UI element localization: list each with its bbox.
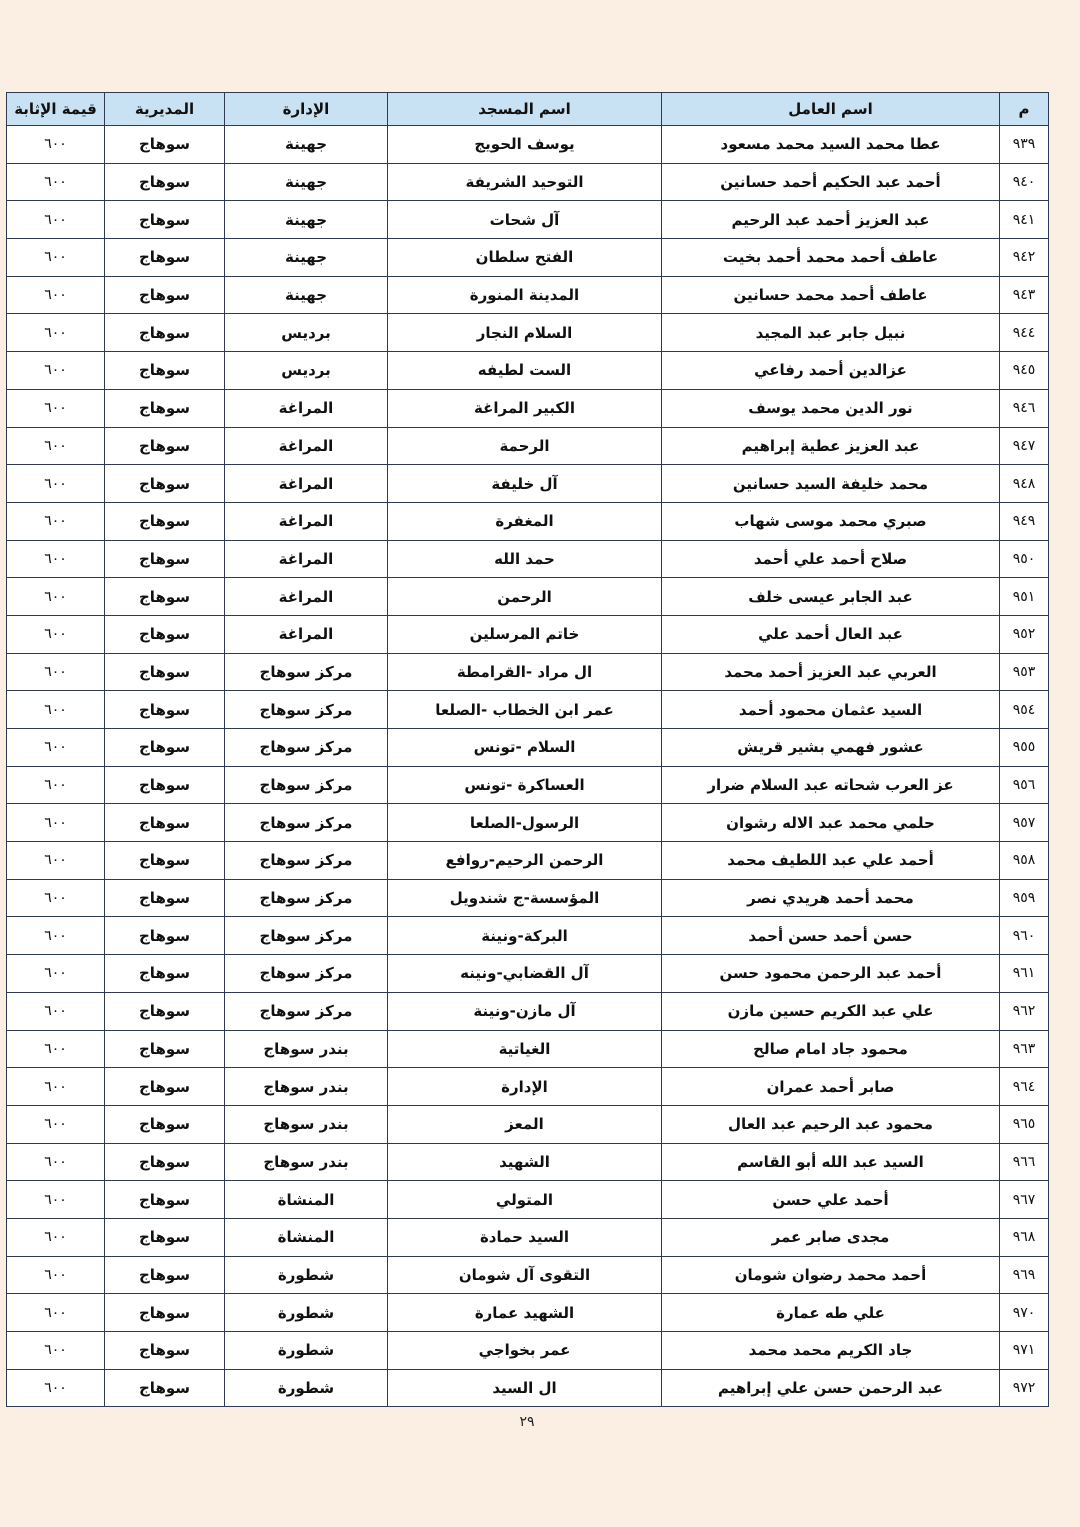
- cell-mosque-name: البركة-ونينة: [388, 917, 662, 955]
- table-row: [7, 917, 1049, 955]
- cell-worker-name: عزالدين أحمد رفاعي: [662, 352, 1000, 390]
- cell-administration: المراغة: [225, 427, 388, 465]
- cell-directorate: سوهاج: [105, 427, 225, 465]
- cell-no: ٩٥٠: [1000, 540, 1049, 578]
- cell-reward-value: ٦٠٠: [7, 465, 105, 503]
- cell-worker-name: أحمد علي عبد اللطيف محمد: [662, 842, 1000, 880]
- cell-mosque-name: الغياتية: [388, 1030, 662, 1068]
- header-directorate: المديرية: [105, 93, 225, 126]
- cell-directorate: سوهاج: [105, 1369, 225, 1407]
- cell-reward-value: ٦٠٠: [7, 201, 105, 239]
- table-row: [7, 540, 1049, 578]
- cell-administration: برديس: [225, 352, 388, 390]
- cell-administration: مركز سوهاج: [225, 766, 388, 804]
- table-row: [7, 1105, 1049, 1143]
- cell-worker-name: عز العرب شحاته عبد السلام ضرار: [662, 766, 1000, 804]
- cell-mosque-name: التقوى آل شومان: [388, 1256, 662, 1294]
- worker-table: [6, 92, 1049, 1407]
- table-row: [7, 126, 1049, 164]
- header-administration: الإدارة: [225, 93, 388, 126]
- cell-directorate: سوهاج: [105, 1294, 225, 1332]
- cell-administration: مركز سوهاج: [225, 842, 388, 880]
- cell-directorate: سوهاج: [105, 842, 225, 880]
- table-row: [7, 729, 1049, 767]
- cell-no: ٩٥٦: [1000, 766, 1049, 804]
- cell-no: ٩٤٤: [1000, 314, 1049, 352]
- table-row: [7, 615, 1049, 653]
- table-row: [7, 1294, 1049, 1332]
- cell-no: ٩٤٩: [1000, 502, 1049, 540]
- cell-directorate: سوهاج: [105, 163, 225, 201]
- cell-reward-value: ٦٠٠: [7, 1068, 105, 1106]
- cell-administration: مركز سوهاج: [225, 917, 388, 955]
- cell-reward-value: ٦٠٠: [7, 879, 105, 917]
- cell-worker-name: محمود جاد امام صالح: [662, 1030, 1000, 1068]
- table-row: [7, 502, 1049, 540]
- cell-no: ٩٥٢: [1000, 615, 1049, 653]
- cell-directorate: سوهاج: [105, 1256, 225, 1294]
- table-row: [7, 578, 1049, 616]
- cell-worker-name: نور الدين محمد يوسف: [662, 389, 1000, 427]
- cell-reward-value: ٦٠٠: [7, 842, 105, 880]
- cell-directorate: سوهاج: [105, 314, 225, 352]
- cell-administration: جهينة: [225, 239, 388, 277]
- cell-directorate: سوهاج: [105, 276, 225, 314]
- cell-reward-value: ٦٠٠: [7, 163, 105, 201]
- cell-worker-name: حلمي محمد عبد الاله رشوان: [662, 804, 1000, 842]
- table-row: [7, 804, 1049, 842]
- cell-reward-value: ٦٠٠: [7, 729, 105, 767]
- cell-administration: المنشاة: [225, 1181, 388, 1219]
- table-row: [7, 276, 1049, 314]
- cell-worker-name: عبد العال أحمد علي: [662, 615, 1000, 653]
- cell-worker-name: السيد عبد الله أبو القاسم: [662, 1143, 1000, 1181]
- cell-no: ٩٤٧: [1000, 427, 1049, 465]
- cell-no: ٩٦٧: [1000, 1181, 1049, 1219]
- cell-mosque-name: آل مازن-ونينة: [388, 992, 662, 1030]
- cell-worker-name: جاد الكريم محمد محمد: [662, 1332, 1000, 1370]
- cell-reward-value: ٦٠٠: [7, 691, 105, 729]
- cell-mosque-name: الرحمن: [388, 578, 662, 616]
- cell-reward-value: ٦٠٠: [7, 992, 105, 1030]
- cell-reward-value: ٦٠٠: [7, 239, 105, 277]
- cell-worker-name: أحمد عبد الرحمن محمود حسن: [662, 955, 1000, 993]
- cell-mosque-name: المعز: [388, 1105, 662, 1143]
- cell-administration: شطورة: [225, 1332, 388, 1370]
- table-row: [7, 1332, 1049, 1370]
- cell-worker-name: صبري محمد موسى شهاب: [662, 502, 1000, 540]
- cell-mosque-name: الرحمة: [388, 427, 662, 465]
- cell-worker-name: عاطف أحمد محمد حسانين: [662, 276, 1000, 314]
- cell-administration: المراغة: [225, 389, 388, 427]
- cell-reward-value: ٦٠٠: [7, 1369, 105, 1407]
- table-row: [7, 389, 1049, 427]
- cell-no: ٩٦٥: [1000, 1105, 1049, 1143]
- table-row: [7, 1068, 1049, 1106]
- table-row: [7, 842, 1049, 880]
- cell-mosque-name: آل شحات: [388, 201, 662, 239]
- cell-directorate: سوهاج: [105, 352, 225, 390]
- cell-no: ٩٦٣: [1000, 1030, 1049, 1068]
- cell-worker-name: أحمد عبد الحكيم أحمد حسانين: [662, 163, 1000, 201]
- cell-no: ٩٥٤: [1000, 691, 1049, 729]
- cell-reward-value: ٦٠٠: [7, 1143, 105, 1181]
- cell-directorate: سوهاج: [105, 201, 225, 239]
- table-row: [7, 427, 1049, 465]
- cell-mosque-name: الرسول-الصلعا: [388, 804, 662, 842]
- cell-worker-name: السيد عثمان محمود أحمد: [662, 691, 1000, 729]
- cell-administration: مركز سوهاج: [225, 879, 388, 917]
- header-value: قيمة الإثابة: [7, 93, 105, 126]
- cell-administration: المراغة: [225, 465, 388, 503]
- cell-directorate: سوهاج: [105, 615, 225, 653]
- cell-reward-value: ٦٠٠: [7, 955, 105, 993]
- cell-worker-name: عشور فهمي بشير قريش: [662, 729, 1000, 767]
- cell-worker-name: عبد الرحمن حسن علي إبراهيم: [662, 1369, 1000, 1407]
- table-body: [7, 126, 1049, 1407]
- table-row: [7, 314, 1049, 352]
- cell-no: ٩٣٩: [1000, 126, 1049, 164]
- cell-reward-value: ٦٠٠: [7, 1105, 105, 1143]
- cell-worker-name: عطا محمد السيد محمد مسعود: [662, 126, 1000, 164]
- cell-worker-name: محمد أحمد هريدي نصر: [662, 879, 1000, 917]
- cell-reward-value: ٦٠٠: [7, 1294, 105, 1332]
- cell-mosque-name: المؤسسة-ج شندويل: [388, 879, 662, 917]
- cell-directorate: سوهاج: [105, 540, 225, 578]
- cell-directorate: سوهاج: [105, 766, 225, 804]
- table-row: [7, 992, 1049, 1030]
- cell-reward-value: ٦٠٠: [7, 766, 105, 804]
- table-row: [7, 163, 1049, 201]
- cell-worker-name: علي عبد الكريم حسين مازن: [662, 992, 1000, 1030]
- cell-reward-value: ٦٠٠: [7, 1030, 105, 1068]
- cell-administration: بندر سوهاج: [225, 1030, 388, 1068]
- table-row: [7, 201, 1049, 239]
- cell-reward-value: ٦٠٠: [7, 917, 105, 955]
- cell-administration: بندر سوهاج: [225, 1143, 388, 1181]
- cell-directorate: سوهاج: [105, 1143, 225, 1181]
- cell-reward-value: ٦٠٠: [7, 314, 105, 352]
- cell-no: ٩٧١: [1000, 1332, 1049, 1370]
- cell-no: ٩٤٦: [1000, 389, 1049, 427]
- table-row: [7, 1181, 1049, 1219]
- cell-administration: جهينة: [225, 201, 388, 239]
- cell-administration: مركز سوهاج: [225, 653, 388, 691]
- table-row: [7, 879, 1049, 917]
- cell-mosque-name: الفتح سلطان: [388, 239, 662, 277]
- cell-mosque-name: ال مراد -القرامطة: [388, 653, 662, 691]
- cell-directorate: سوهاج: [105, 804, 225, 842]
- table-row: [7, 1218, 1049, 1256]
- cell-reward-value: ٦٠٠: [7, 1218, 105, 1256]
- header-no: م: [1000, 93, 1049, 126]
- cell-no: ٩٥٩: [1000, 879, 1049, 917]
- table-row: [7, 465, 1049, 503]
- cell-worker-name: مجدى صابر عمر: [662, 1218, 1000, 1256]
- cell-mosque-name: الشهيد: [388, 1143, 662, 1181]
- cell-no: ٩٥١: [1000, 578, 1049, 616]
- cell-no: ٩٦٤: [1000, 1068, 1049, 1106]
- cell-worker-name: محمود عبد الرحيم عبد العال: [662, 1105, 1000, 1143]
- cell-no: ٩٥٣: [1000, 653, 1049, 691]
- cell-reward-value: ٦٠٠: [7, 352, 105, 390]
- cell-administration: المراغة: [225, 540, 388, 578]
- cell-worker-name: عبد العزيز عطية إبراهيم: [662, 427, 1000, 465]
- table-row: [7, 352, 1049, 390]
- cell-directorate: سوهاج: [105, 691, 225, 729]
- cell-no: ٩٤٨: [1000, 465, 1049, 503]
- cell-directorate: سوهاج: [105, 465, 225, 503]
- cell-reward-value: ٦٠٠: [7, 389, 105, 427]
- cell-no: ٩٤٢: [1000, 239, 1049, 277]
- cell-mosque-name: الرحمن الرحيم-روافع: [388, 842, 662, 880]
- header-worker: اسم العامل: [662, 93, 1000, 126]
- cell-worker-name: علي طه عمارة: [662, 1294, 1000, 1332]
- cell-administration: شطورة: [225, 1256, 388, 1294]
- cell-mosque-name: المتولي: [388, 1181, 662, 1219]
- table-row: [7, 1256, 1049, 1294]
- cell-mosque-name: السيد حمادة: [388, 1218, 662, 1256]
- cell-mosque-name: آل خليفة: [388, 465, 662, 503]
- cell-administration: المراغة: [225, 615, 388, 653]
- cell-no: ٩٤٠: [1000, 163, 1049, 201]
- cell-mosque-name: الشهيد عمارة: [388, 1294, 662, 1332]
- cell-worker-name: عبد الجابر عيسى خلف: [662, 578, 1000, 616]
- cell-directorate: سوهاج: [105, 1218, 225, 1256]
- cell-worker-name: حسن أحمد حسن أحمد: [662, 917, 1000, 955]
- cell-no: ٩٤٣: [1000, 276, 1049, 314]
- cell-reward-value: ٦٠٠: [7, 1181, 105, 1219]
- cell-administration: برديس: [225, 314, 388, 352]
- cell-mosque-name: العساكرة -تونس: [388, 766, 662, 804]
- cell-worker-name: صابر أحمد عمران: [662, 1068, 1000, 1106]
- cell-worker-name: أحمد محمد رضوان شومان: [662, 1256, 1000, 1294]
- cell-no: ٩٥٨: [1000, 842, 1049, 880]
- cell-no: ٩٤٥: [1000, 352, 1049, 390]
- cell-directorate: سوهاج: [105, 1068, 225, 1106]
- cell-administration: شطورة: [225, 1369, 388, 1407]
- cell-administration: بندر سوهاج: [225, 1068, 388, 1106]
- cell-directorate: سوهاج: [105, 389, 225, 427]
- cell-worker-name: العربي عبد العزيز أحمد محمد: [662, 653, 1000, 691]
- cell-mosque-name: الإدارة: [388, 1068, 662, 1106]
- worker-reward-sheet: [6, 92, 1048, 1407]
- cell-no: ٩٦١: [1000, 955, 1049, 993]
- cell-directorate: سوهاج: [105, 1332, 225, 1370]
- table-row: [7, 653, 1049, 691]
- cell-worker-name: عاطف أحمد محمد أحمد بخيت: [662, 239, 1000, 277]
- header-mosque: اسم المسجد: [388, 93, 662, 126]
- table-row: [7, 1143, 1049, 1181]
- cell-administration: جهينة: [225, 163, 388, 201]
- cell-administration: جهينة: [225, 126, 388, 164]
- cell-worker-name: عبد العزيز أحمد عبد الرحيم: [662, 201, 1000, 239]
- cell-no: ٩٦٦: [1000, 1143, 1049, 1181]
- cell-directorate: سوهاج: [105, 239, 225, 277]
- cell-directorate: سوهاج: [105, 502, 225, 540]
- table-row: [7, 1369, 1049, 1407]
- cell-administration: المراغة: [225, 502, 388, 540]
- cell-worker-name: أحمد علي حسن: [662, 1181, 1000, 1219]
- cell-worker-name: نبيل جابر عبد المجيد: [662, 314, 1000, 352]
- cell-directorate: سوهاج: [105, 653, 225, 691]
- cell-mosque-name: التوحيد الشريفة: [388, 163, 662, 201]
- cell-administration: جهينة: [225, 276, 388, 314]
- cell-mosque-name: عمر ابن الخطاب -الصلعا: [388, 691, 662, 729]
- cell-directorate: سوهاج: [105, 879, 225, 917]
- cell-mosque-name: الكبير المراغة: [388, 389, 662, 427]
- cell-directorate: سوهاج: [105, 1105, 225, 1143]
- cell-directorate: سوهاج: [105, 917, 225, 955]
- cell-mosque-name: حمد الله: [388, 540, 662, 578]
- cell-directorate: سوهاج: [105, 126, 225, 164]
- cell-no: ٩٦٢: [1000, 992, 1049, 1030]
- cell-no: ٩٥٥: [1000, 729, 1049, 767]
- table-header-row: [7, 93, 1049, 126]
- cell-no: ٩٦٠: [1000, 917, 1049, 955]
- cell-reward-value: ٦٠٠: [7, 502, 105, 540]
- cell-mosque-name: السلام -تونس: [388, 729, 662, 767]
- cell-reward-value: ٦٠٠: [7, 276, 105, 314]
- cell-administration: شطورة: [225, 1294, 388, 1332]
- cell-mosque-name: الست لطيفه: [388, 352, 662, 390]
- table-row: [7, 766, 1049, 804]
- cell-mosque-name: السلام النجار: [388, 314, 662, 352]
- table-row: [7, 239, 1049, 277]
- cell-administration: مركز سوهاج: [225, 691, 388, 729]
- cell-directorate: سوهاج: [105, 1181, 225, 1219]
- cell-no: ٩٧٠: [1000, 1294, 1049, 1332]
- cell-reward-value: ٦٠٠: [7, 1256, 105, 1294]
- cell-reward-value: ٦٠٠: [7, 804, 105, 842]
- cell-no: ٩٤١: [1000, 201, 1049, 239]
- table-row: [7, 1030, 1049, 1068]
- cell-reward-value: ٦٠٠: [7, 126, 105, 164]
- cell-directorate: سوهاج: [105, 729, 225, 767]
- cell-mosque-name: عمر بخواجي: [388, 1332, 662, 1370]
- cell-reward-value: ٦٠٠: [7, 1332, 105, 1370]
- cell-mosque-name: المدينة المنورة: [388, 276, 662, 314]
- cell-worker-name: صلاح أحمد علي أحمد: [662, 540, 1000, 578]
- cell-no: ٩٦٨: [1000, 1218, 1049, 1256]
- cell-directorate: سوهاج: [105, 992, 225, 1030]
- cell-administration: المراغة: [225, 578, 388, 616]
- cell-directorate: سوهاج: [105, 1030, 225, 1068]
- cell-administration: مركز سوهاج: [225, 992, 388, 1030]
- cell-administration: مركز سوهاج: [225, 804, 388, 842]
- cell-directorate: سوهاج: [105, 578, 225, 616]
- cell-directorate: سوهاج: [105, 955, 225, 993]
- table-row: [7, 955, 1049, 993]
- cell-reward-value: ٦٠٠: [7, 653, 105, 691]
- cell-mosque-name: ال السيد: [388, 1369, 662, 1407]
- cell-reward-value: ٦٠٠: [7, 540, 105, 578]
- cell-administration: مركز سوهاج: [225, 955, 388, 993]
- cell-administration: بندر سوهاج: [225, 1105, 388, 1143]
- cell-reward-value: ٦٠٠: [7, 427, 105, 465]
- table-row: [7, 691, 1049, 729]
- cell-mosque-name: خاتم المرسلين: [388, 615, 662, 653]
- page-number: ٢٩: [519, 1414, 535, 1430]
- cell-mosque-name: يوسف الحويج: [388, 126, 662, 164]
- cell-reward-value: ٦٠٠: [7, 578, 105, 616]
- cell-no: ٩٦٩: [1000, 1256, 1049, 1294]
- cell-mosque-name: المغفرة: [388, 502, 662, 540]
- cell-no: ٩٥٧: [1000, 804, 1049, 842]
- cell-reward-value: ٦٠٠: [7, 615, 105, 653]
- cell-mosque-name: آل القضابي-ونينه: [388, 955, 662, 993]
- cell-administration: مركز سوهاج: [225, 729, 388, 767]
- cell-administration: المنشاة: [225, 1218, 388, 1256]
- cell-no: ٩٧٢: [1000, 1369, 1049, 1407]
- cell-worker-name: محمد خليفة السيد حسانين: [662, 465, 1000, 503]
